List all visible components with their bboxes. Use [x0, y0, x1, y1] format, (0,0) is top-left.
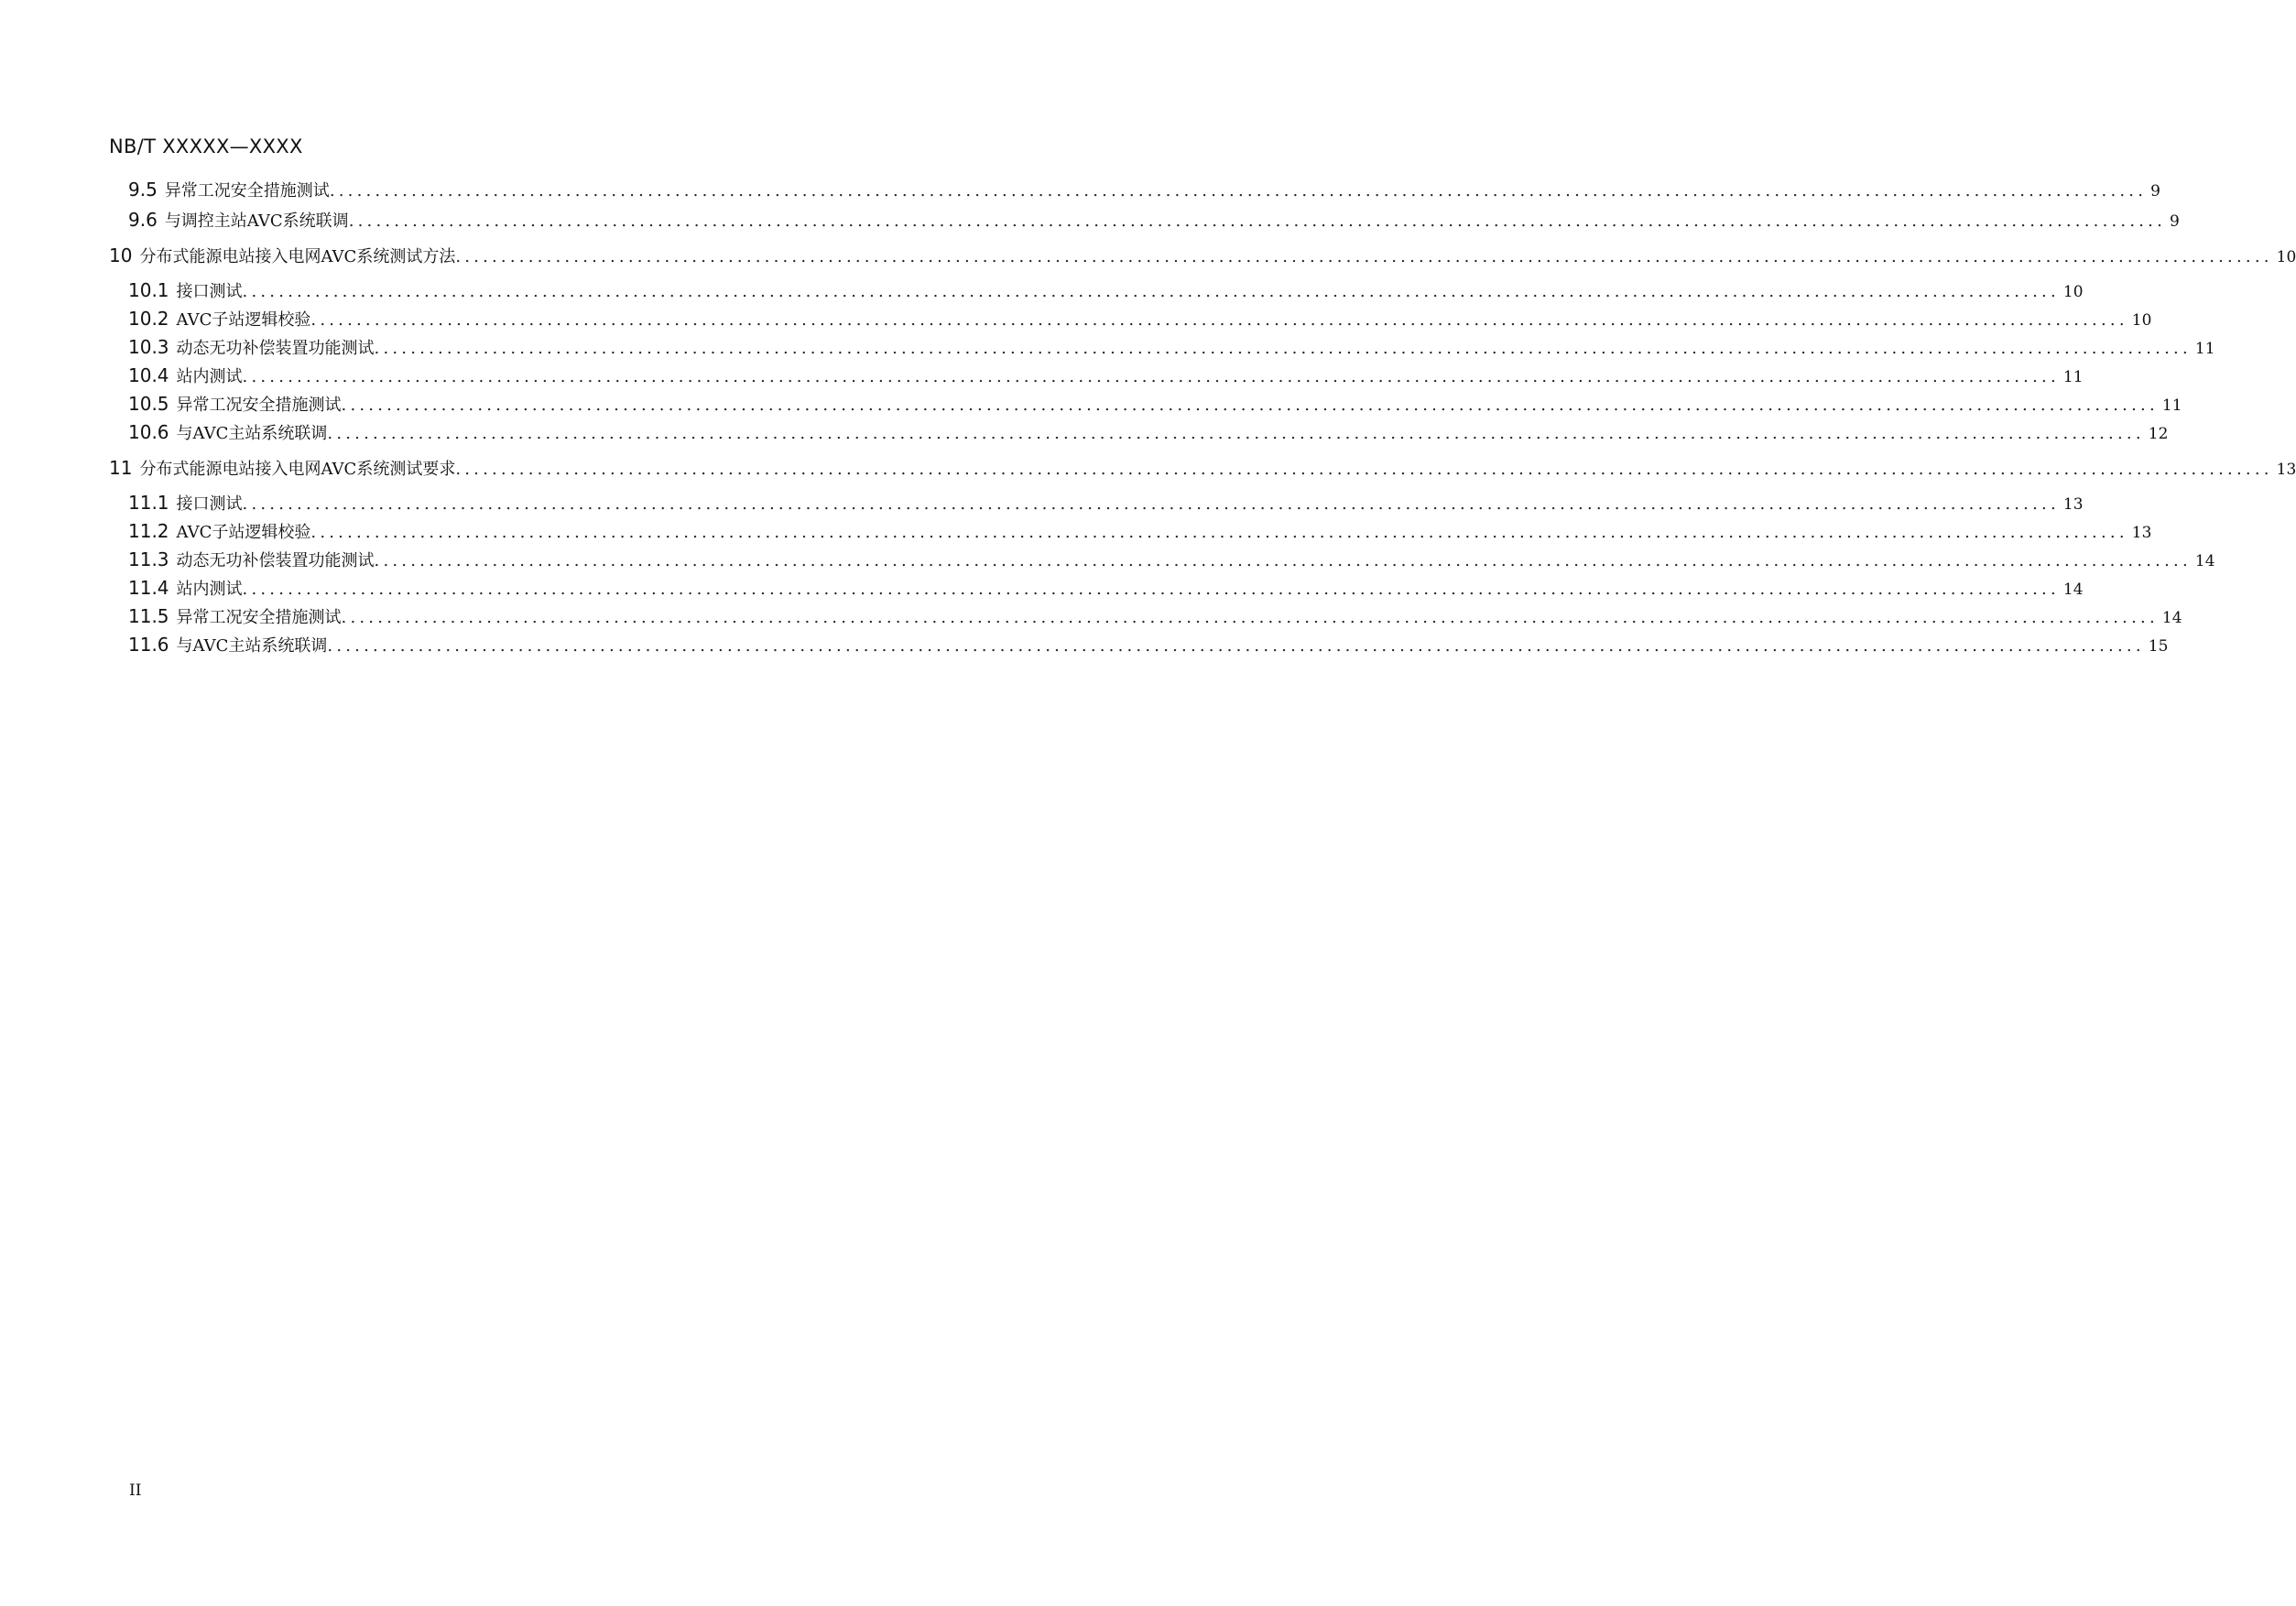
toc-entry[interactable]: [128, 307, 2152, 332]
toc-entry[interactable]: [128, 604, 2182, 630]
toc-entry-title: 与AVC主站系统联调: [176, 636, 328, 656]
toc-entry-page: 14: [2194, 552, 2215, 570]
toc-entry-number: 11.1: [128, 492, 169, 514]
toc-dot-leader: ........................................................................................................................................................................................................: [327, 636, 2145, 656]
toc-entry[interactable]: [109, 244, 2296, 269]
toc-entry-number: 11.2: [128, 520, 169, 542]
toc-entry-number: 11.5: [128, 605, 169, 627]
toc-entry-title: 站内测试: [176, 580, 243, 599]
toc-entry-page: 10: [2062, 283, 2084, 301]
toc-entry-page: 14: [2161, 609, 2182, 627]
toc-entry-page: 10: [2131, 311, 2152, 330]
toc-entry[interactable]: [128, 491, 2084, 516]
toc-entry-number: 9.5: [128, 179, 158, 201]
toc-entry-title: AVC子站逻辑校验: [176, 523, 311, 542]
toc-entry-number: 11.3: [128, 548, 169, 570]
toc-entry-title: 异常工况安全措施测试: [176, 608, 342, 627]
toc-entry-page: 9: [2170, 212, 2180, 231]
toc-entry-title: 异常工况安全措施测试: [176, 396, 342, 415]
toc-dot-leader: ........................................................................................................................................................................................................: [374, 339, 2192, 358]
toc-entry-page: 13: [2276, 461, 2296, 479]
toc-entry-title: 接口测试: [176, 494, 243, 514]
toc-entry[interactable]: [128, 335, 2215, 361]
toc-entry-page: 13: [2131, 524, 2152, 542]
toc-entry[interactable]: [128, 364, 2084, 389]
toc-dot-leader: ........................................................................................................................................................................................................: [341, 396, 2159, 415]
toc-entry-title: 异常工况安全措施测试: [164, 181, 330, 201]
toc-entry-page: 12: [2148, 425, 2169, 443]
document-code-header: NB/T XXXXX—XXXX: [109, 136, 303, 157]
toc-entry-number: 11.4: [128, 577, 169, 599]
toc-entry-page: 11: [2161, 396, 2182, 415]
toc-entry-page: 14: [2062, 581, 2084, 599]
toc-entry-title: 站内测试: [176, 367, 243, 386]
toc-entry[interactable]: [128, 548, 2215, 573]
toc-entry-title: 与调控主站AVC系统联调: [164, 212, 349, 231]
toc-dot-leader: ........................................................................................................................................................................................................: [242, 367, 2060, 386]
toc-entry-title: 与AVC主站系统联调: [176, 424, 328, 443]
toc-entry-page: 11: [2062, 368, 2084, 386]
page-number: II: [129, 1481, 142, 1500]
toc-dot-leader: ........................................................................................................................................................................................................: [341, 608, 2159, 627]
toc-dot-leader: ........................................................................................................................................................................................................: [348, 212, 2167, 231]
toc-dot-leader: ........................................................................................................................................................................................................: [455, 247, 2273, 266]
toc-entry-number: 10.2: [128, 308, 169, 330]
toc-entry[interactable]: [128, 208, 2180, 233]
toc-entry-number: 10.4: [128, 364, 169, 386]
toc-entry[interactable]: [128, 178, 2160, 203]
toc-entry-number: 10: [109, 244, 133, 266]
toc-entry[interactable]: [128, 278, 2084, 304]
toc-entry-title: 分布式能源电站接入电网AVC系统测试要求: [139, 460, 456, 479]
toc-entry[interactable]: [128, 420, 2169, 446]
toc-entry-number: 10.6: [128, 421, 169, 443]
toc-entry[interactable]: [128, 576, 2084, 602]
toc-entry-title: 动态无功补偿装置功能测试: [176, 551, 375, 570]
toc-entry-title: 分布式能源电站接入电网AVC系统测试方法: [139, 247, 456, 266]
toc-dot-leader: ........................................................................................................................................................................................................: [455, 460, 2273, 479]
toc-entry[interactable]: [128, 519, 2152, 545]
toc-entry-number: 10.3: [128, 336, 169, 358]
toc-entry-page: 15: [2148, 637, 2169, 656]
toc-entry[interactable]: [128, 633, 2169, 658]
toc-dot-leader: ........................................................................................................................................................................................................: [310, 310, 2128, 330]
toc-entry-title: 动态无功补偿装置功能测试: [176, 339, 375, 358]
toc-entry-number: 10.1: [128, 279, 169, 301]
toc-dot-leader: ........................................................................................................................................................................................................: [374, 551, 2192, 570]
toc-entry-title: 接口测试: [176, 282, 243, 301]
toc-entry-page: 10: [2276, 248, 2296, 266]
toc-dot-leader: ........................................................................................................................................................................................................: [329, 181, 2148, 201]
toc-entry[interactable]: [128, 392, 2182, 418]
toc-entry-number: 11: [109, 457, 133, 479]
toc-dot-leader: ........................................................................................................................................................................................................: [242, 580, 2060, 599]
toc-entry-number: 9.6: [128, 209, 158, 231]
toc-dot-leader: ........................................................................................................................................................................................................: [310, 523, 2128, 542]
toc-entry-title: AVC子站逻辑校验: [176, 310, 311, 330]
toc-dot-leader: ........................................................................................................................................................................................................: [242, 494, 2060, 514]
toc-entry-page: 9: [2150, 182, 2160, 201]
toc-dot-leader: ........................................................................................................................................................................................................: [242, 282, 2060, 301]
toc-dot-leader: ........................................................................................................................................................................................................: [327, 424, 2145, 443]
toc-entry[interactable]: [109, 456, 2296, 482]
toc-entry-number: 11.6: [128, 634, 169, 656]
toc-entry-page: 13: [2062, 495, 2084, 514]
toc-entry-number: 10.5: [128, 393, 169, 415]
toc-entry-page: 11: [2194, 340, 2215, 358]
